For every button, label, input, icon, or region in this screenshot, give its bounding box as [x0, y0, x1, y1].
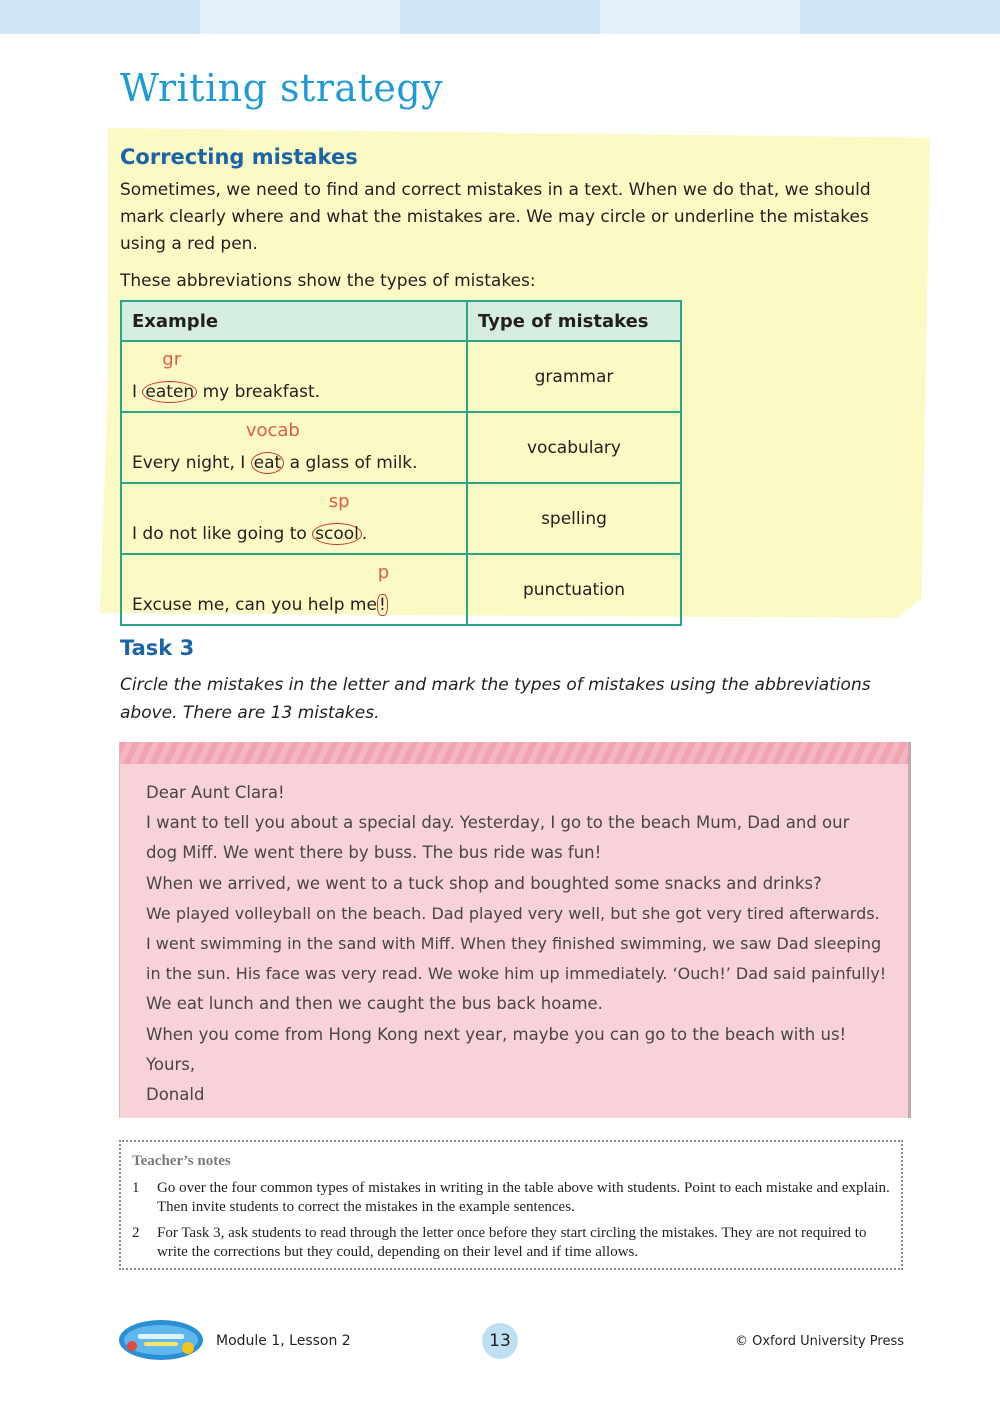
table-row [121, 483, 681, 554]
lesson-label: Module 1, Lesson 2 [216, 1333, 351, 1349]
task-heading: Task 3 [120, 636, 195, 660]
column-header-type: Type of mistakes [467, 301, 681, 341]
letter-decorative-band [120, 742, 908, 764]
table-row [121, 554, 681, 625]
note-number: 1 [132, 1180, 140, 1196]
letter-line: in the sun. His face was very read. We woke him up immediately. ‘Ouch!’ Dad said painfully! [146, 964, 887, 984]
example-text: Every night, I [132, 453, 251, 473]
mistake-word: eat [253, 453, 282, 473]
example-text: I do not like going to [132, 524, 313, 544]
letter-line: Donald [146, 1085, 205, 1105]
page-number: 13 [482, 1323, 518, 1359]
example-text: a glass of milk. [284, 453, 418, 473]
mistake-circle [245, 420, 300, 474]
example-cell [121, 483, 467, 554]
letter-card [119, 742, 911, 1118]
teachers-notes-box [119, 1140, 903, 1270]
mistake-abbreviation: vocab [245, 420, 300, 441]
mistakes-table [120, 300, 682, 626]
example-text: Excuse me, can you help me [132, 595, 377, 615]
task-instruction: Circle the mistakes in the letter and mark the types of mistakes using the abbreviations above. There are 13 mistakes. [120, 675, 871, 723]
example-cell [121, 412, 467, 483]
page-title: Writing strategy [120, 66, 444, 110]
series-logo [118, 1318, 204, 1362]
mistake-word: ! [378, 595, 386, 615]
mistake-circle [377, 562, 390, 616]
mistake-word: eaten [145, 382, 195, 402]
top-color-bar [0, 0, 1000, 34]
mistake-circle [142, 349, 197, 403]
example-cell [121, 341, 467, 412]
letter-body [146, 778, 896, 1110]
mistake-type-cell: vocabulary [467, 412, 681, 483]
note-text: Go over the four common types of mistakes in writing in the table above with students. Point to each mistake and explain. Then invite students to correct the mistakes in the example sentences. [157, 1180, 890, 1215]
table-header-row [121, 301, 681, 341]
letter-line: Dear Aunt Clara! [146, 783, 285, 802]
letter-line: Yours, [146, 1054, 196, 1074]
letter-line: When we arrived, we went to a tuck shop and boughted some snacks and drinks? [146, 873, 822, 893]
example-text: my breakfast. [197, 382, 321, 402]
letter-line: We eat lunch and then we caught the bus back hoame. [146, 994, 603, 1014]
mistake-word: scool [315, 524, 359, 544]
note-number: 2 [132, 1225, 140, 1241]
table-row [121, 412, 681, 483]
copyright: © Oxford University Press [734, 1334, 904, 1349]
letter-line: I went swimming in the sand with Miff. When they finished swimming, we saw Dad sleeping [146, 934, 882, 954]
mistake-abbreviation: gr [162, 349, 182, 370]
letter-line: I want to tell you about a special day. Yesterday, I go to the beach Mum, Dad and our [146, 813, 850, 833]
teachers-note-item [132, 1179, 892, 1217]
teachers-note-item [132, 1224, 892, 1262]
strategy-intro: Sometimes, we need to find and correct mistakes in a text. When we do that, we should mark clearly where and what the mistakes are. We may circle or underline the mistakes using a red pen. [120, 180, 871, 254]
example-text: I [132, 382, 143, 402]
column-header-example: Example [121, 301, 467, 341]
letter-line: We played volleyball on the beach. Dad played very well, but she got very tired afterwards. [146, 903, 880, 923]
mistake-circle [312, 491, 362, 545]
note-text: For Task 3, ask students to read through the letter once before they start circling the mistakes. They are not required to write the corrections but they could, depending on their level and if time allows. [157, 1225, 867, 1260]
example-cell [121, 554, 467, 625]
mistake-type-cell: grammar [467, 341, 681, 412]
mistake-abbreviation: p [377, 562, 390, 583]
mistake-type-cell: punctuation [467, 554, 681, 625]
teachers-notes-heading: Teacher’s notes [132, 1153, 231, 1169]
mistake-type-cell: spelling [467, 483, 681, 554]
abbreviations-intro: These abbreviations show the types of mistakes: [120, 271, 536, 291]
mistake-abbreviation: sp [328, 491, 350, 512]
letter-line: When you come from Hong Kong next year, maybe you can go to the beach with us! [146, 1024, 847, 1044]
strategy-heading: Correcting mistakes [120, 145, 358, 169]
example-text: . [361, 524, 368, 544]
table-row [121, 341, 681, 412]
letter-line: dog Miff. We went there by buss. The bus ride was fun! [146, 843, 602, 863]
